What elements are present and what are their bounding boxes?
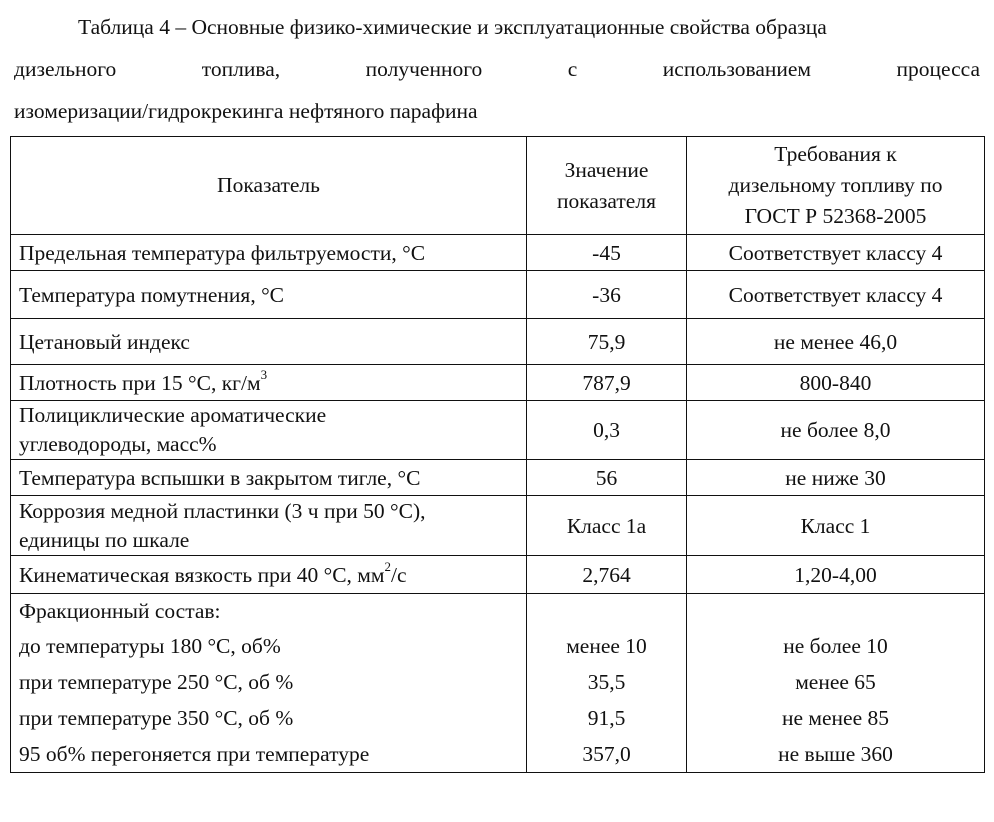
fractional-value: 357,0 bbox=[582, 742, 631, 766]
fractional-requirement: не менее 85 bbox=[781, 706, 890, 730]
value-cell: 0,3 bbox=[527, 401, 687, 460]
fractional-value: менее 10 bbox=[566, 634, 647, 658]
fractional-params-cell bbox=[11, 594, 527, 773]
fractional-requirement: менее 65 bbox=[795, 670, 876, 694]
table-caption bbox=[14, 6, 980, 132]
value-cell: 56 bbox=[527, 460, 687, 496]
value-cell: 75,9 bbox=[527, 319, 687, 365]
table-row bbox=[11, 235, 985, 271]
fractional-values-cell bbox=[527, 594, 687, 773]
fractional-requirement: не более 10 bbox=[783, 634, 888, 658]
table-row bbox=[11, 401, 985, 460]
value-cell: -45 bbox=[527, 235, 687, 271]
table-row bbox=[11, 496, 985, 556]
header-requirement-line: ГОСТ Р 52368-2005 bbox=[744, 204, 927, 228]
requirement-cell: Класс 1 bbox=[687, 496, 985, 556]
properties-table bbox=[10, 136, 985, 773]
superscript: 3 bbox=[260, 367, 268, 383]
value-cell: Класс 1а bbox=[527, 496, 687, 556]
requirement-cell: не менее 46,0 bbox=[687, 319, 985, 365]
param-cell: Предельная температура фильтруемости, °С bbox=[11, 235, 527, 271]
param-cell bbox=[11, 365, 527, 401]
table-row bbox=[11, 319, 985, 365]
value-cell: 787,9 bbox=[527, 365, 687, 401]
param-line: углеводороды, масс% bbox=[19, 432, 217, 456]
fractional-param: при температуре 250 °С, об % bbox=[19, 670, 294, 694]
header-value bbox=[527, 137, 687, 235]
param-line: Коррозия медной пластинки (3 ч при 50 °С), bbox=[19, 498, 426, 523]
param-cell: Температура помутнения, °С bbox=[11, 271, 527, 319]
param-line: Полициклические ароматические bbox=[19, 403, 327, 427]
fractional-param: при температуре 350 °С, об % bbox=[19, 706, 294, 730]
param-cell bbox=[11, 496, 527, 556]
header-parameter: Показатель bbox=[11, 137, 527, 235]
header-requirement bbox=[687, 137, 985, 235]
fractional-param: до температуры 180 °С, об% bbox=[19, 634, 281, 658]
table-row bbox=[11, 365, 985, 401]
fractional-composition-row bbox=[11, 594, 985, 773]
header-requirement-line: дизельному топливу по bbox=[728, 173, 943, 197]
header-value-line: Значение bbox=[564, 157, 649, 182]
param-cell bbox=[11, 556, 527, 594]
param-text: Кинематическая вязкость при 40 °С, мм bbox=[19, 562, 385, 587]
param-cell: Температура вспышки в закрытом тигле, °С bbox=[11, 460, 527, 496]
fractional-title: Фракционный состав: bbox=[19, 599, 221, 623]
header-requirement-line: Требования к bbox=[774, 142, 897, 166]
header-value-line: показателя bbox=[557, 188, 656, 213]
fractional-requirements-cell bbox=[687, 594, 985, 773]
caption-line-3: изомеризации/гидрокрекинга нефтяного парафина bbox=[14, 99, 478, 123]
requirement-cell: не более 8,0 bbox=[687, 401, 985, 460]
table-row bbox=[11, 556, 985, 594]
requirement-cell: 1,20-4,00 bbox=[687, 556, 985, 594]
table-row bbox=[11, 271, 985, 319]
param-text: Плотность при 15 °С, кг/м bbox=[19, 370, 261, 395]
caption-line-2: дизельного топлива, полученного с использованием процесса bbox=[14, 57, 980, 81]
table-row bbox=[11, 460, 985, 496]
fractional-value: 35,5 bbox=[587, 670, 626, 694]
requirement-cell: Соответствует классу 4 bbox=[687, 235, 985, 271]
param-cell bbox=[11, 401, 527, 460]
param-suffix: /с bbox=[391, 562, 407, 587]
superscript: 2 bbox=[384, 559, 392, 575]
value-cell: 2,764 bbox=[527, 556, 687, 594]
value-cell: -36 bbox=[527, 271, 687, 319]
param-line: единицы по шкале bbox=[19, 527, 190, 552]
caption-line-1: Таблица 4 – Основные физико-химические и эксплуатационные свойства образца bbox=[78, 15, 827, 39]
fractional-value: 91,5 bbox=[587, 706, 626, 730]
fractional-param: 95 об% перегоняется при температуре bbox=[19, 742, 370, 766]
param-cell: Цетановый индекс bbox=[11, 319, 527, 365]
fractional-requirement: не выше 360 bbox=[778, 742, 893, 766]
requirement-cell: 800-840 bbox=[687, 365, 985, 401]
header-row bbox=[11, 137, 985, 235]
requirement-cell: не ниже 30 bbox=[687, 460, 985, 496]
requirement-cell: Соответствует классу 4 bbox=[687, 271, 985, 319]
